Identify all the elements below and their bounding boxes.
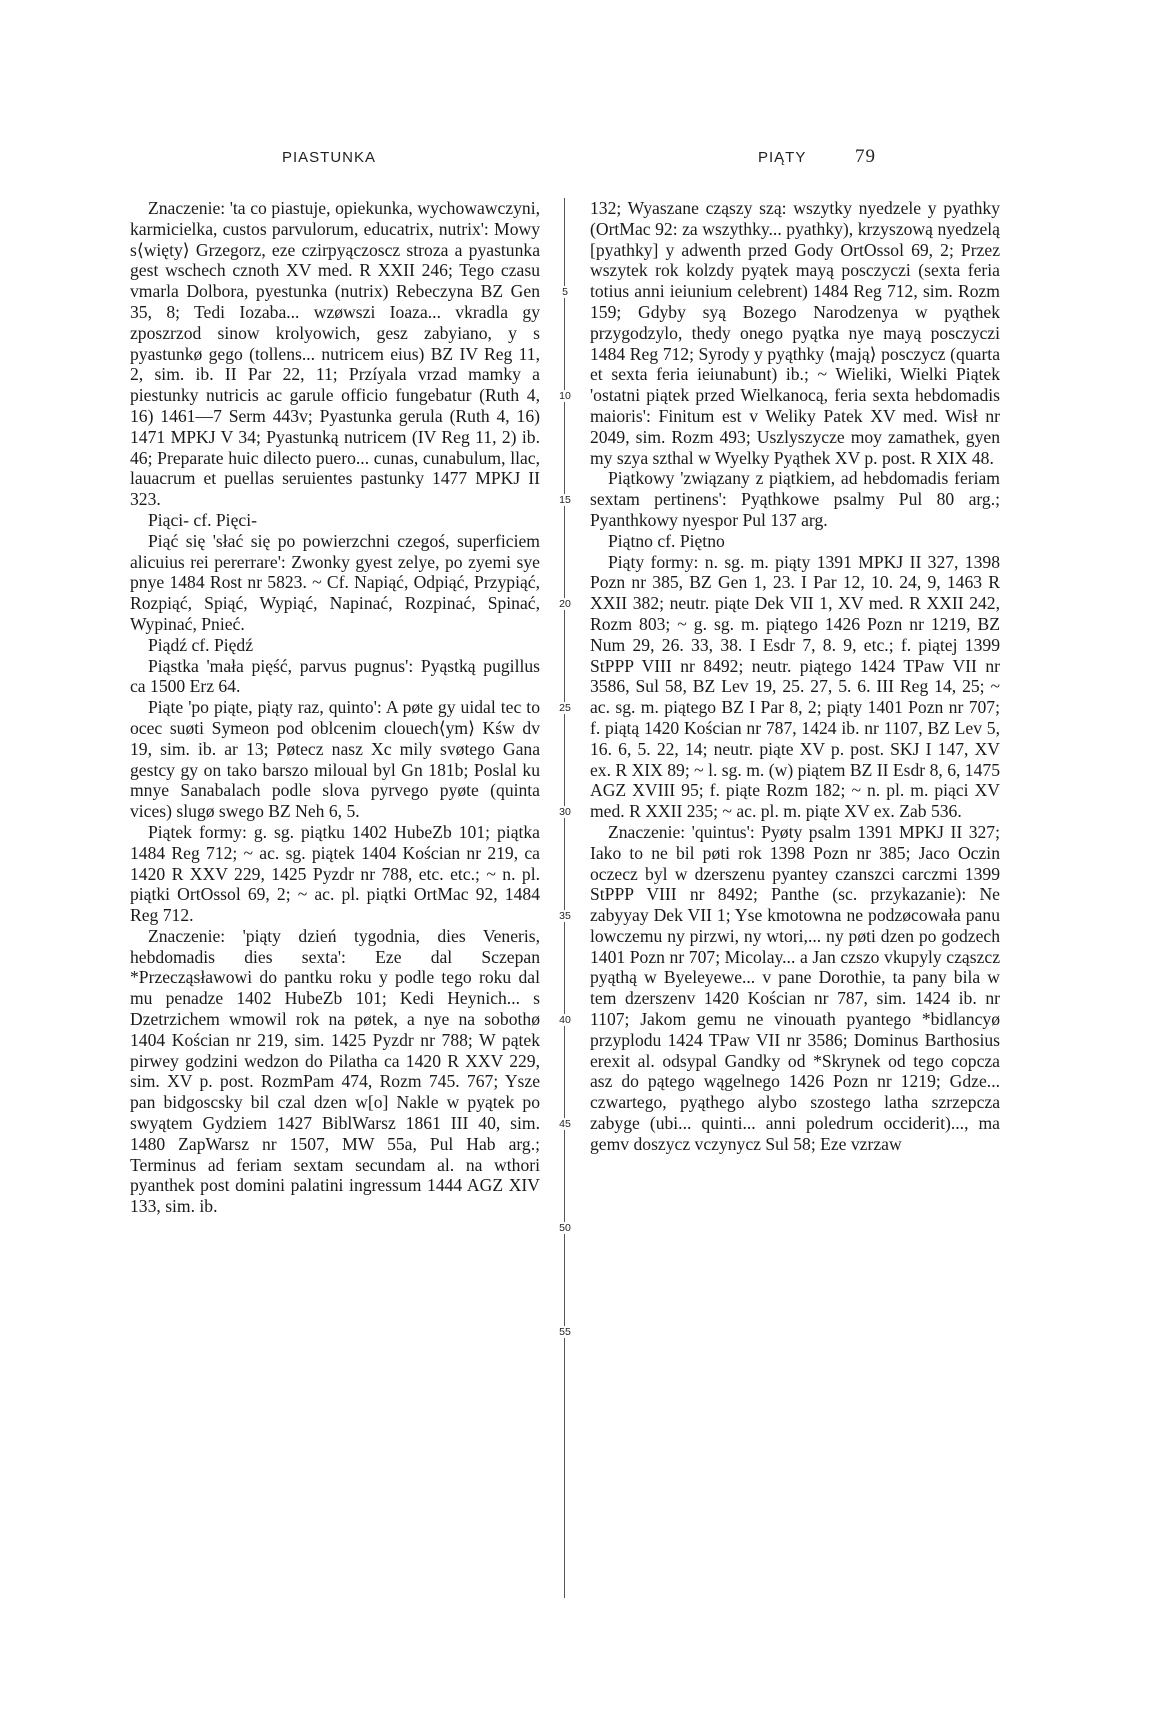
line-number: 50 <box>545 1222 585 1234</box>
line-number: 5 <box>545 286 585 298</box>
dictionary-entry: Znaczenie: 'ta co piastuje, opiekunka, wychowawczyni, karmicielka, custos parvulorum, educatrix, nutrix': Mowy s⟨więty⟩ Grzegorz, eze czirpyączoscz stroza a pyastunka gest wschech cznoth XV med. R XXII 246; Tego czasu vmarla Dolbora, pyestunka (nutrix) Rebeczyna BZ Gen 35, 8; Tedi Iozaba... wzøwszi Ioaza... vkradla gy zposzrzod sinow krolyowich, gesz zabyiano, y s pyastunkø gego (tollens... nutricem eius) BZ IV Reg 11, 2, sim. ib. II Par 22, 11; Przíyala vrzad mamky a piestunky nutricis ac garule officio fungebatur (Ruth 4, 16) 1461—7 Serm 443v; Pyastunka gerula (Ruth 4, 16) 1471 MPKJ V 34; Pyastunką nutricem (IV Reg 11, 2) ib. 46; Preparate huic dilecto puero... cunas, cunabulum, llac, lauacrum et puellas seruientes pastunky 1477 MPKJ II 323. <box>130 198 540 510</box>
dictionary-entry: Piąstka 'mała pięść, parvus pugnus': Pyąstką pugillus ca 1500 Erz 64. <box>130 655 540 697</box>
line-number: 45 <box>545 1118 585 1130</box>
dictionary-entry: Piątno cf. Piętno <box>608 530 725 551</box>
line-number: 40 <box>545 1014 585 1026</box>
dictionary-entry: Piątek formy: g. sg. piątku 1402 HubeZb 101; piątka 1484 Reg 712; ~ ac. sg. piątek 1404 Kościan nr 219, ca 1420 R XXV 229, 1425 Pyzdr nr 788, etc. etc.; ~ n. pl. piątki OrtOssol 69, 2; ~ ac. pl. piątki OrtMac 92, 1484 Reg 712. <box>130 821 540 926</box>
line-number: 20 <box>545 598 585 610</box>
line-number: 15 <box>545 494 585 506</box>
header-right-title: PIĄTY <box>758 149 807 166</box>
line-number: 55 <box>545 1326 585 1338</box>
dictionary-entry: Piątkowy 'związany z piątkiem, ad hebdomadis feriam sextam pertinens': Pyąthkowe psalmy Pul 80 arg.; Pyanthkowy nyespor Pul 137 arg. <box>590 468 1000 530</box>
line-number: 25 <box>545 702 585 714</box>
dictionary-entry: 132; Wyaszane cząszy szą: wszytky nyedzele y pyathky (OrtMac 92: za wszythky... pyathky), krzyszową nyedzelą [pyathky] y adwenth przed Gody OrtOssol 69, 2; Przez wszytek rok kolzdy pyątek mayą posczyczi (sexta feria totius anni ieiunium celebrent) 1484 Reg 712, sim. Rozm 159; Gdyby syą Bozego Narodzenya w pyąthek przygodzylo, thedy onego pyątka nye mayą posczyczi 1484 Reg 712; Syrody y pyąthky ⟨mają⟩ posczycz (quarta et sexta feria ieiunabunt) ib.; ~ Wieliki, Wielki Piątek 'ostatni piątek przed Wielkanocą, feria sexta hebdomadis maioris': Finitum est v Weliky Patek XV med. Wisł nr 2049, sim. Rozm 493; Uszlyszycze moy zamathek, gyen my szya szthal w Wyelky Pyąthek XV p. post. R XIX 48. <box>590 198 1000 468</box>
dictionary-entry: Piądź cf. Piędź <box>148 634 254 655</box>
line-number: 10 <box>545 390 585 402</box>
column-divider <box>564 198 565 1598</box>
dictionary-entry: Znaczenie: 'piąty dzień tygodnia, dies Veneris, hebdomadis dies sexta': Eze dal Sczepan *Przecząsławowi do pantku roku y podle tego roku dal mu penadze 1402 HubeZb 101; Kedi Heynich... s Dzetrzichem wmowil rok na pøtek, a nye na sobothø 1404 Kościan nr 219, sim. 1425 Pyzdr nr 788; W pątek pirwey godzini wedzon do Pilatha ca 1420 R XXV 229, sim. XV p. post. RozmPam 474, Rozm 745. 767; Ysze pan bidgoscsky bil czal dzen w[o] Nakle w pyątek po swyątem Gydziem 1427 BiblWarsz 1861 III 40, sim. 1480 ZapWarsz nr 1507, MW 55a, Pul Hab arg.; Terminus ad feriam sextam secundam al. na wthori pyanthek post domini palatini ingressum 1444 AGZ XIV 133, sim. ib. <box>130 925 540 1217</box>
dictionary-entry: Piąty formy: n. sg. m. piąty 1391 MPKJ II 327, 1398 Pozn nr 385, BZ Gen 1, 23. I Par 12, 10. 24, 9, 1463 R XXII 382; neutr. piąte Dek VII 1, XV med. R XXII 242, Rozm 803; ~ g. sg. m. piątego 1426 Pozn nr 1219, BZ Num 29, 26. 33, 38. I Esdr 7, 8. 9, etc.; f. piątej 1399 StPPP VIII nr 8492; neutr. piątego 1424 TPaw VII nr 3586, Sul 58, BZ Lev 19, 25. 27, 5. 6. III Reg 14, 25; ~ ac. sg. m. piątego BZ I Par 8, 2; piąty 1401 Pozn nr 707; f. piątą 1420 Kościan nr 787, 1424 ib. nr 1107, BZ Lev 5, 16. 6, 5. 22, 14; neutr. piąte XV p. post. SKJ I 147, XV ex. R XIX 89; ~ l. sg. m. (w) piątem BZ II Esdr 8, 6, 1475 AGZ XVIII 95; f. piąte Rozm 182; ~ n. pl. m. piąci XV med. R XXII 235; ~ ac. pl. m. piąte XV ex. Zab 536. <box>590 551 1000 822</box>
page-number: 79 <box>855 146 876 167</box>
dictionary-entry: Piąte 'po piąte, piąty raz, quinto': A pøte gy uidal tec to ocec suøti Symeon pod oblcenim clouech⟨ym⟩ Kśw dv 19, sim. ib. ar 13; Pøtecz nasz Xc mily svøtego Gana gestcy gy on tako barszo miloual byl Gn 181b; Poslal ku mnye Sanabalach podle slova pyrvego pyøte (quinta vices) slugø swego BZ Neh 6, 5. <box>130 697 540 822</box>
right-column <box>590 198 1000 1155</box>
left-column <box>130 198 540 1217</box>
line-number: 30 <box>545 806 585 818</box>
line-number: 35 <box>545 910 585 922</box>
dictionary-entry: Znaczenie: 'quintus': Pyøty psalm 1391 MPKJ II 327; Iako to ne bil pøti rok 1398 Pozn nr 385; Jaco Oczin oczecz byl w dzerszenu pyantey czanszci carczmi 1399 StPPP VIII nr 8492; Panthe (sc. przykazanie): Ne zabyyay Dek VII 1; Yse kmotowna ne podzøcowała panu lowczemu ny pirzwi, ny wtori,... ny pøti dzen po godzech 1401 Pozn nr 707; Micolay... a Jan czszo vkupyly cząszcz pyąthą w Byeleyewe... v pane Dorothie, ta pany bila w tem dzerszenv 1420 Kościan nr 787, sim. 1424 ib. nr 1107; Jakom gemu ne vinouath pyantego *bidlancyø przyplodu 1424 TPaw VII nr 3586; Dominus Barthosius erexit al. odsypal Gandky od *Skrynek od tego copcza asz do pątego wągelnego 1426 Pozn nr 1219; Gdze... czwartego, pyąthego alybo szostego latha szrzepcza zabyge (ubi... quinti... anni poledrum occiderit)..., ma gemv doszycz vczynycz Sul 58; Eze vzrzaw <box>590 821 1000 1154</box>
dictionary-entry: Piąć się 'słać się po powierzchni czegoś, superficiem alicuius rei pererrare': Zwonky gyest zelye, po zyemi sye pnye 1484 Rost nr 5823. ~ Cf. Napiąć, Odpiąć, Przypiąć, Rozpiąć, Spiąć, Wypiąć, Napinać, Rozpinać, Spinać, Wypinać, Pnieć. <box>130 530 540 634</box>
header-left-title: PIASTUNKA <box>282 149 377 166</box>
dictionary-entry: Piąci- cf. Pięci- <box>148 509 257 530</box>
